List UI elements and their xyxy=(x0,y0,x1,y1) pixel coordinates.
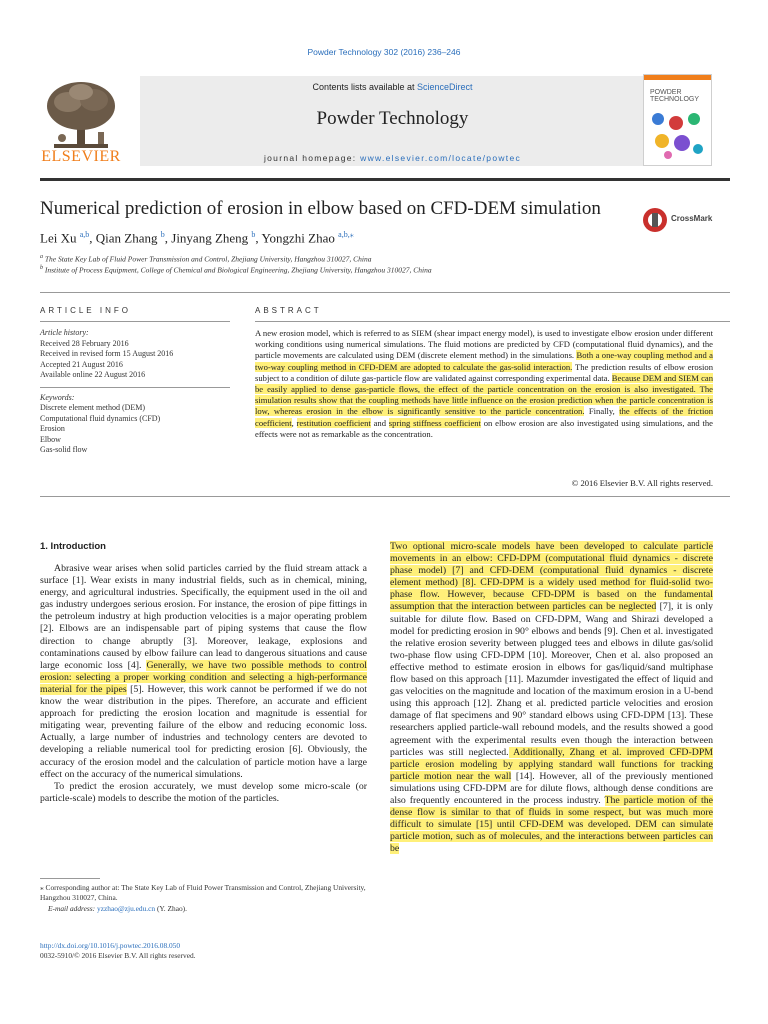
article-info xyxy=(40,328,230,456)
history-item: Received in revised form 15 August 2016 xyxy=(40,349,174,358)
text-highlight: The particle motion of the dense flow is similar to that of fluids in some respect, but was much more difficult to simulate [15] until CFD-DEM was developed. DEM can simulate particle motion, such as of molecules, and the interactions between particles can be xyxy=(390,794,713,855)
author-name: Lei Xu xyxy=(40,230,77,246)
affiliation-a: $^a$ The State Key Lab of Fluid Power Transmission and Control, Zhejiang University, Hangzhou 310027, China xyxy=(40,254,372,264)
divider xyxy=(40,496,730,497)
cover-title: POWDER TECHNOLOGY xyxy=(650,89,700,103)
corresponding-author-footnote xyxy=(40,883,370,914)
abstract-highlight: the effects of the friction coefficient xyxy=(255,406,713,428)
paragraph xyxy=(390,541,713,855)
paragraph xyxy=(40,563,367,781)
article-info-heading: ARTICLE INFO xyxy=(40,306,131,315)
masthead-band xyxy=(140,76,645,166)
footnote-text: ⁎ Corresponding author at: The State Key Lab of Fluid Power Transmission and Control, Zhejiang University, Hangzhou 310027, China. xyxy=(40,883,366,903)
paragraph: To predict the erosion accurately, we must develop some micro-scale (or particle-scale) models to describe the motion of the particles. xyxy=(40,780,367,804)
divider xyxy=(255,321,730,322)
abstract-heading: ABSTRACT xyxy=(255,306,322,315)
journal-homepage: journal homepage: www.elsevier.com/locate/powtec xyxy=(263,153,522,163)
masthead-divider xyxy=(40,178,730,181)
author-name: Qian Zhang xyxy=(95,230,158,246)
text-segment: [7], it is only suitable for dilute flow. Based on CFD-DPM, Wang and Shirazi developed a model for predicting erosion in 90° elbows and bends [9]. Chen et al. investigated the relative erosion severity between plugged tees and elbows in dilute gas/solid two-phase flow using CFD-DPM [10]. Moreover, Chen et al. also proposed an effective method to estimate erosion in elbows for gas/liquid/sand multiphase flow based on this approach [11]. Mazumder investigated the effect of liquid and gas velocities on the magnitude and location of the maximum erosion in a U-bend using this approach [12]. Zhang et al. predicted particle velocities and erosion damage of flat specimens and 90° standard elbows using CFD-DPM [13]. These researchers applied particle-wall rebound models, and the results showed a good agreement with the experimental results even though the interaction between particles was still neglected. xyxy=(390,601,713,758)
author-affil-mark[interactable]: a,b xyxy=(79,230,90,239)
text-highlight: Two optional micro-scale models have been developed to calculate particle movements in an elbow: CFD-DPM (computational fluid dynamics - discrete phase model) [7] and CFD-DEM (computational fluid dynamics - discrete element method) [8]. CFD-DPM is a widely used method for fluid-solid two-phase flow. However, because CFD-DPM is based on the fundamental assumption that the interaction between particles can be neglected xyxy=(390,541,713,613)
author-name: Jinyang Zheng xyxy=(171,230,249,246)
text-highlight: Additionally, Zhang et al. improved CFD-DPM particle erosion modeling by applying standard wall functions for tracking particle motion near the wall xyxy=(390,746,713,782)
abstract-segment: Finally, xyxy=(584,406,620,417)
history-item: Accepted 21 August 2016 xyxy=(40,359,123,369)
abstract-segment: A new erosion model, which is referred to as SIEM (shear impact energy model), is used to investigate elbow erosion under different working conditions using numerical simulations. The fluid motions are predicted by CFD (computational fluid dynamics), and the particle movements are calculated using DEM (discrete element method) in the simulations. xyxy=(255,328,713,361)
author-list: Lei Xu $^{a,b}$, Qian Zhang $^b$, Jinyang Zheng $^b$, Yongzhi Zhao $^{a,b,⁎}$ xyxy=(40,230,354,246)
keyword: Gas-solid flow xyxy=(40,445,88,454)
history-label: Article history: xyxy=(40,328,89,337)
crossmark-label: CrossMark xyxy=(671,214,713,223)
copyright-line: © 2016 Elsevier B.V. All rights reserved. xyxy=(571,478,713,488)
abstract-highlight: Because DEM and SIEM can be easily applied to dense gas-particle flows, the effect of the particle concentration on the erosion is also investigated. The simulation results show that the coupling methods have little influence on the erosion prediction when the particle concentration is low, whereas erosion in the elbow is significantly sensitive to the particle concentration. xyxy=(255,372,713,417)
history-item: Available online 22 August 2016 xyxy=(40,370,146,379)
keyword: Erosion xyxy=(40,424,65,433)
footnote-divider xyxy=(40,878,100,879)
journal-title: Powder Technology xyxy=(316,108,469,129)
author-affil-mark[interactable]: b xyxy=(160,230,165,239)
abstract-highlight: Both a one-way coupling method and a two-way coupling method in CFD-DEM are adopted to calculate the gas-solid interaction. xyxy=(255,350,713,372)
body-column-left xyxy=(40,563,367,805)
author-affil-mark[interactable]: a,b,⁎ xyxy=(338,230,354,239)
body-column-right xyxy=(390,541,713,855)
keyword: Elbow xyxy=(40,434,61,444)
sciencedirect-link[interactable]: ScienceDirect xyxy=(417,82,473,92)
email-link[interactable]: yzzhao@zju.edu.cn xyxy=(97,903,156,913)
text-segment: [14]. However, all of the previously mentioned simulations using CFD-DPM are for dilute flows, although dense conditions are also frequently encountered in the process industry. xyxy=(390,770,714,806)
journal-citation[interactable]: Powder Technology 302 (2016) 236–246 xyxy=(307,47,461,57)
divider xyxy=(40,387,230,388)
issn-line: 0032-5910/© 2016 Elsevier B.V. All rights reserved. xyxy=(40,951,196,961)
journal-cover-thumbnail[interactable] xyxy=(643,74,712,166)
doi-block xyxy=(40,941,196,962)
abstract-highlight: spring stiffness coefficient xyxy=(388,417,481,428)
author-affil-mark[interactable]: b xyxy=(251,230,256,239)
cover-graphic-icon xyxy=(648,109,706,161)
text-highlight: Generally, we have two possible methods to control erosion: selecting a proper working condition and selecting a high-performance material for the pipes xyxy=(40,659,367,695)
article-title: Numerical prediction of erosion in elbow based on CFD-DEM simulation xyxy=(40,198,601,219)
homepage-link[interactable]: www.elsevier.com/locate/powtec xyxy=(360,153,522,163)
abstract-segment: on elbow erosion are also investigated using simulations, and the effects were not as remarkable as the concentration. xyxy=(255,417,713,439)
publisher-name: ELSEVIER xyxy=(41,148,121,165)
keyword: Discrete element method (DEM) xyxy=(40,403,146,412)
divider xyxy=(40,321,230,322)
crossmark-icon xyxy=(642,207,668,233)
footnote-email-line: E-mail address: yzzhao@zju.edu.cn (Y. Zhao). xyxy=(48,903,187,913)
abstract-segment: The prediction results of elbow erosion subject to a condition of dilute gas-particle flow are validated against corresponding experimental data. xyxy=(255,361,713,383)
keywords-label: Keywords: xyxy=(40,392,75,402)
abstract-text xyxy=(255,328,713,440)
author-name: Yongzhi Zhao xyxy=(261,230,335,246)
abstract-segment: , xyxy=(291,417,297,428)
crossmark-badge[interactable] xyxy=(642,205,732,237)
contents-line: Contents lists available at ScienceDirect xyxy=(312,82,473,92)
abstract-highlight: restitution coefficient xyxy=(296,417,371,428)
keyword: Computational fluid dynamics (CFD) xyxy=(40,413,161,423)
section-heading-introduction: 1. Introduction xyxy=(40,541,106,552)
text-segment: [5]. However, this work cannot be performed if we do not know the wear distribution in the pipes. Therefore, an accurate and efficient approach for predicting the erosion location and magnitude is essential for mitigating wear, preventing failure of the elbow and reducing economic loss. Actually, a large number of industries and technology centers are devoted to developing a reliable numerical tool for predicting erosion [6]. Obviously, the accuracy of the erosion model and the calculation of particle motion have a large effect on the accuracy of the numerical simulations. xyxy=(40,683,368,780)
text-segment: Abrasive wear arises when solid particles carried by the fluid stream attack a surface [1]. Wear exists in many industrial fields, such as in chemical, mining, energy, and agricultural industries. Specifically, the equipment used in the oil and gas industry undergoes serious erosion. For instance, the erosion of pipe fittings in the petroleum industry at high production velocities is a major operating problem [2]. Elbows are an indispensable part of piping systems that cause the flow direction to change abruptly [3]. Moreover, leakage, explosions and contaminations caused by elbow failure can lead to dangerous situations and cause large economic loss [4]. xyxy=(40,563,367,671)
affiliation-b: $^b$ Institute of Process Equipment, College of Chemical and Biological Engineering, Zhejiang University, Hangzhou 310027, China xyxy=(40,265,432,275)
journal-masthead xyxy=(40,68,730,174)
history-item: Received 28 February 2016 xyxy=(40,338,129,348)
doi-link[interactable]: http://dx.doi.org/10.1016/j.powtec.2016.08.050 xyxy=(40,941,181,950)
divider xyxy=(40,292,730,293)
abstract-segment: and xyxy=(370,417,389,428)
